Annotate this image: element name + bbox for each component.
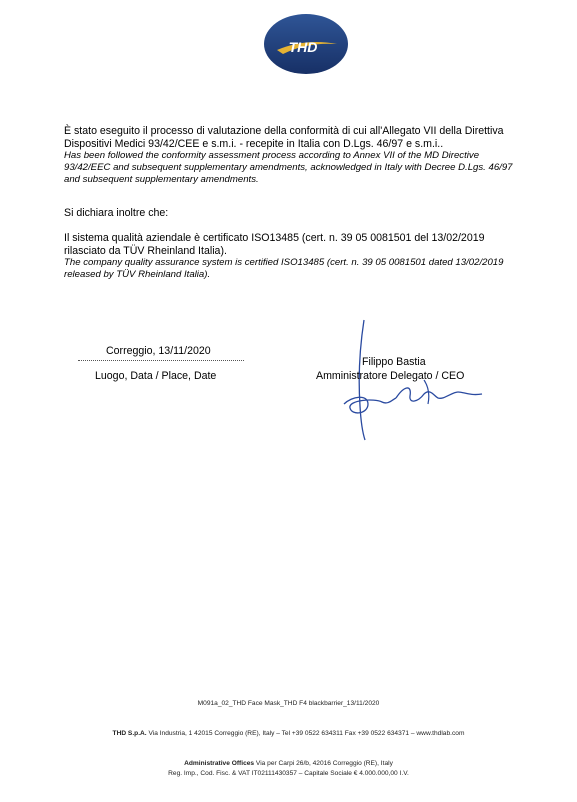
thd-logo — [263, 10, 349, 76]
company-name: THD S.p.A. — [112, 730, 147, 737]
administrative-offices — [0, 759, 577, 769]
conformity-text-it: È stato eseguito il processo di valutazione della conformità di cui all'Allegato VII della Direttiva Dispositivi Medici 93/42/CEE e s.m.i. - recepite in Italia con D.Lgs. 46/97 e s.m.i.. — [64, 125, 504, 150]
place-date-label: Luogo, Data / Place, Date — [95, 370, 217, 382]
dotted-line — [78, 360, 244, 361]
signer-name: Filippo Bastia — [362, 356, 426, 368]
iso-paragraph — [64, 232, 524, 281]
iso-text-en: The company quality assurance system is certified ISO13485 (cert. n. 39 05 0081501 dated 13/02/2019 released by TÜV Rheinland Italia). — [64, 257, 504, 280]
signer-role: Amministratore Delegato / CEO — [316, 370, 465, 382]
declaration-intro: Si dichiara inoltre che: — [64, 207, 169, 219]
place-date: Correggio, 13/11/2020 — [106, 345, 211, 357]
iso-text-it: Il sistema qualità aziendale è certificato ISO13485 (cert. n. 39 05 0081501 del 13/02/2019 rilasciato da TÜV Rheinland Italia). — [64, 232, 485, 257]
conformity-text-en: Has been followed the conformity assessment process according to Annex VII of the MD Directive 93/42/EEC and subsequent supplementary amendments, acknowledged in Italy with Decree D.Lgs. 46/97 and subsequent supplementary amendments. — [64, 150, 513, 185]
conformity-paragraph — [64, 125, 524, 186]
registration-info: Reg. Imp., Cod. Fisc. & VAT IT02111430357 – Capitale Sociale € 4.000.000,00 I.V. — [168, 770, 409, 777]
company-address — [0, 729, 577, 739]
offices-label: Administrative Offices — [184, 760, 255, 767]
company-contact: Via Industria, 1 42015 Correggio (RE), Italy – Tel +39 0522 634311 Fax +39 0522 634371 – www.thdlab.com — [146, 730, 465, 737]
document-reference: M091a_02_THD Face Mask_THD F4 blackbarrier_13/11/2020 — [197, 700, 380, 707]
logo-text: THD — [288, 39, 318, 55]
offices-address: Via per Carpi 26/b, 42016 Correggio (RE), Italy — [254, 760, 393, 767]
